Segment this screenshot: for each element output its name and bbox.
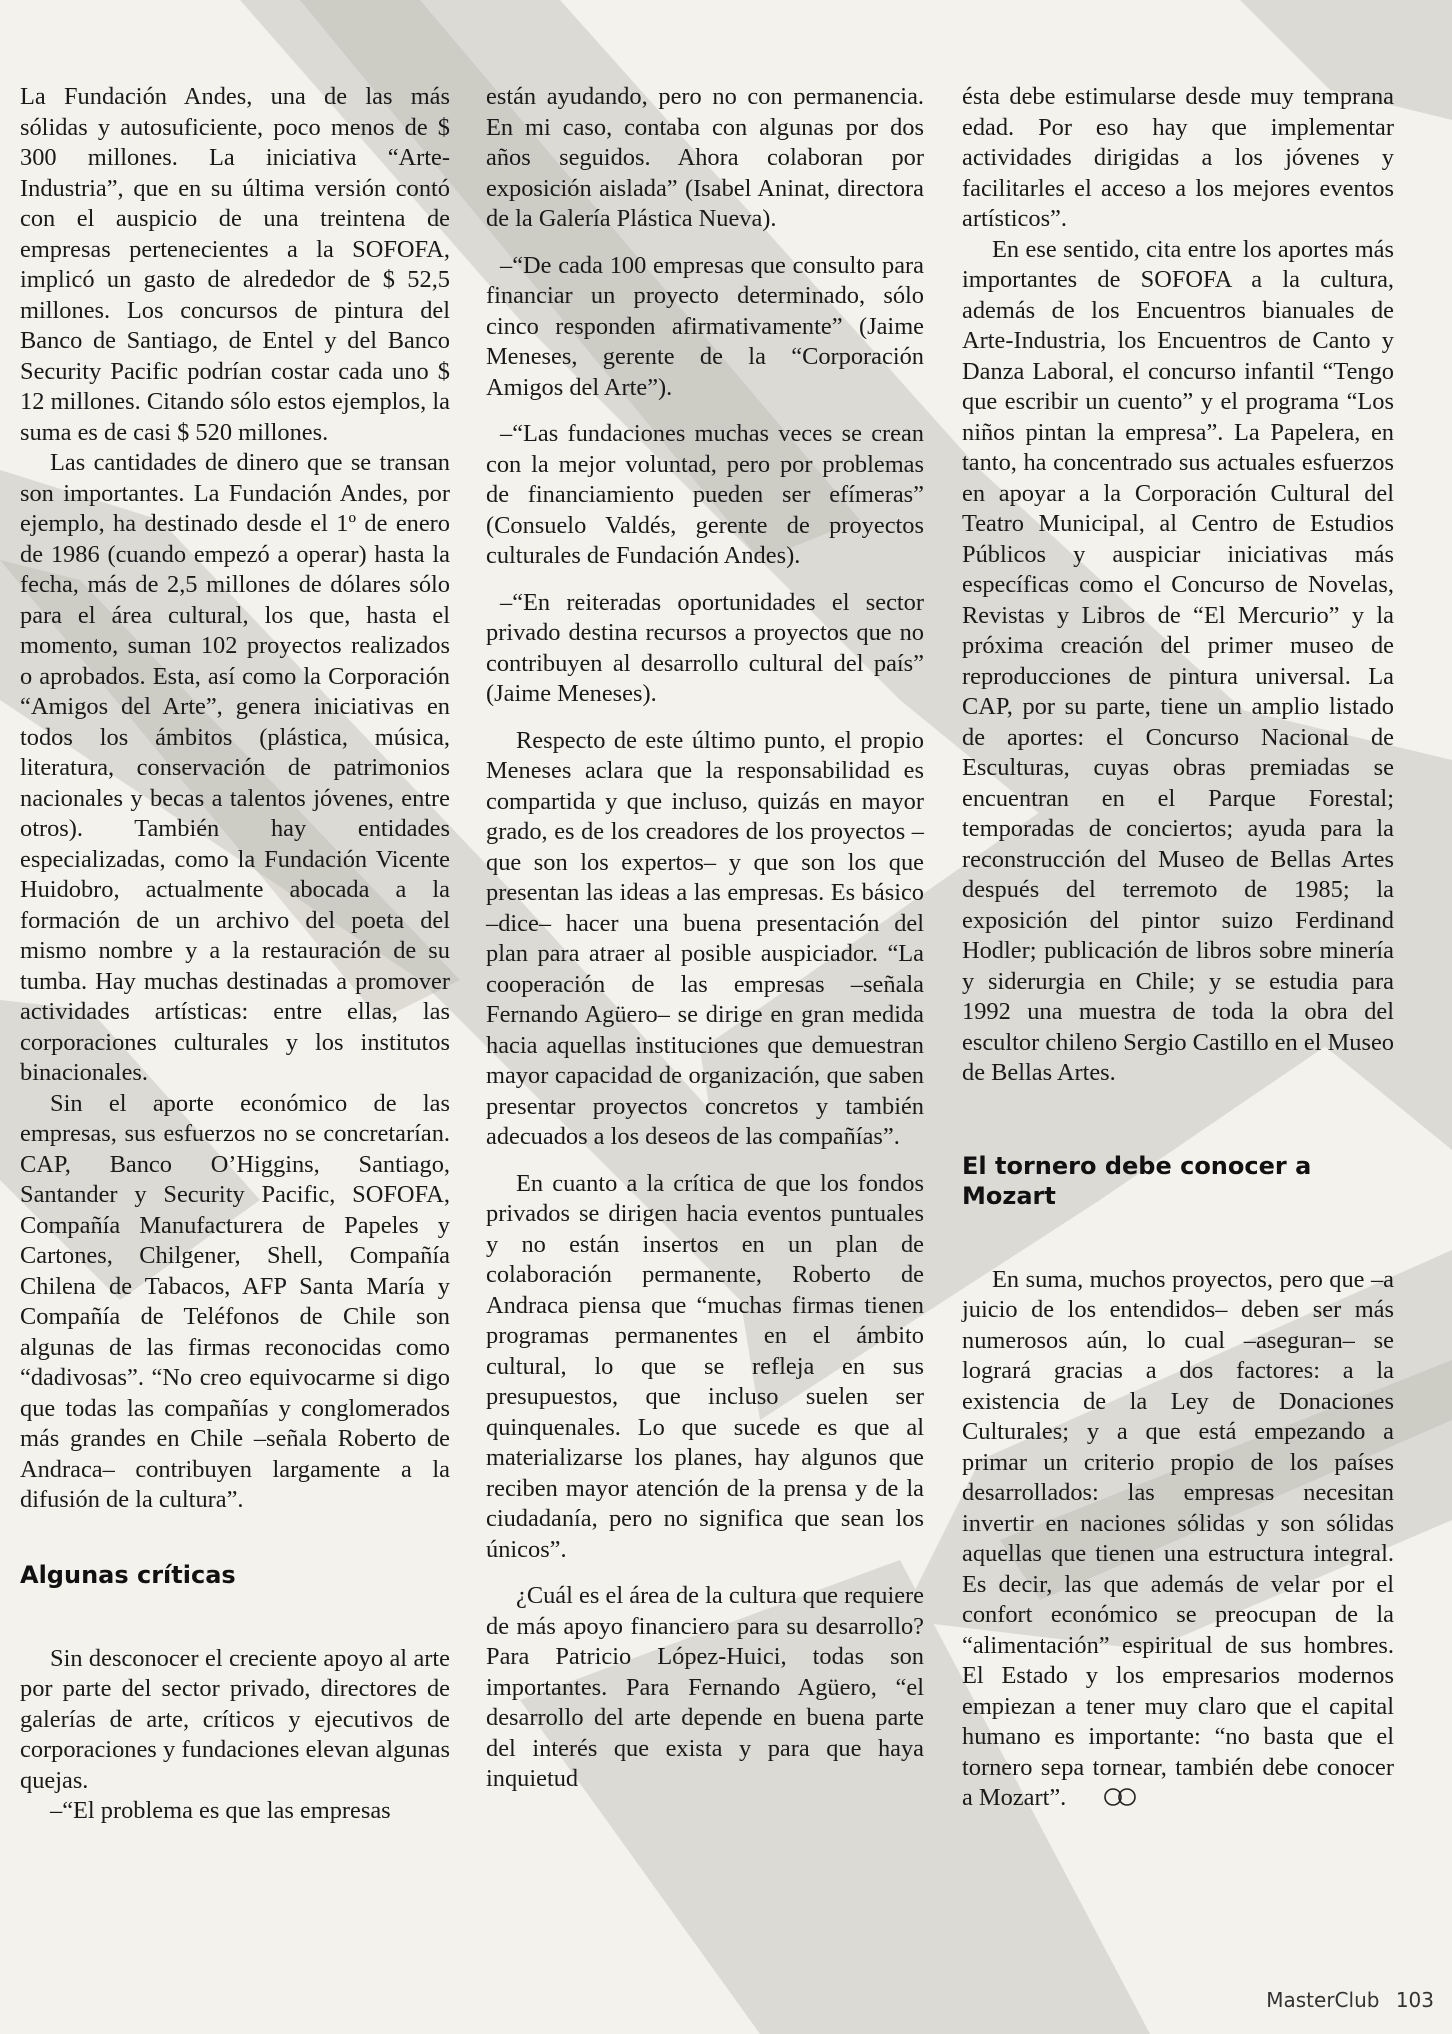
magazine-name: MasterClub [1266,1988,1380,2012]
article-paragraph: En suma, muchos proyectos, pero que –a juicio de los entendidos– deben ser más numerosos aún, lo cual –aseguran– se logrará gracias a dos factores: a la existencia de la Ley de Donaciones Culturales; y a que está empezando a primar un criterio propio de los países desarrollados: las empresas necesitan invertir en naciones sólidas y son sólidas aquellas que tienen una estructura integral. Es decir, las que además de velar por el confort económico se preocupan de la “alimentación” espiritual de sus hombres. El Estado y los empresarios modernos empiezan a tener muy claro que el capital humano es importante: “no basta que el tornero sepa tornear, también debe conocer a Mozart”. [962,1265,1394,1811]
article-paragraph: ¿Cuál es el área de la cultura que requiere de más apoyo financiero para su desarrollo? Para Patricio López-Huici, todas son importantes. Para Fernando Agüero, “el desarrollo del arte depende en buena parte del interés que exista y para que haya inquietud [486,1582,924,1792]
article-paragraph: En cuanto a la crítica de que los fondos privados se dirigen hacia eventos puntuales y no están insertos en un plan de colaboración permanente, Roberto de Andraca piensa que “muchas firmas tienen programas permanentes en el ámbito cultural, lo que se refleja en sus presupuestos, que incluso suelen ser quinquenales. Lo que sucede es que al materializarse los planes, hay algunos que reciben mayor atención de la prensa y de la ciudadanía, pero no significa que sean los únicos”. [486,1169,924,1563]
column-3 [962,82,1394,1814]
article-paragraph: –“En reiteradas oportunidades el sector privado destina recursos a proyectos que no contribuyen al desarrollo cultural del país” (Jaime Meneses). [486,588,924,707]
section-heading: El tornero debe conocer a Mozart [962,1151,1312,1210]
article-paragraph: –“Las fundaciones muchas veces se crean con la mejor voluntad, pero por problemas de financiamiento pueden ser efímeras” (Consuelo Valdés, gerente de proyectos culturales de Fundación Andes). [486,420,924,569]
page-number: 103 [1395,1988,1434,2012]
article-paragraph: ésta debe estimularse desde muy temprana edad. Por eso hay que implementar actividades dirigidas a los jóvenes y facilitarles el acceso a los mejores eventos artísticos”. [962,83,1394,232]
article-paragraph: La Fundación Andes, una de las más sólidas y autosuficiente, poco menos de $ 300 millones. La iniciativa “Arte-Industria”, que en su última versión contó con el auspicio de una treintena de empresas pertenecientes a la SOFOFA, implicó un gasto de alrededor de $ 52,5 millones. Los concursos de pintura del Banco de Santiago, de Entel y del Banco Security Pacific podrían costar cada uno $ 12 millones. Citando sólo estos ejemplos, la suma es de casi $ 520 millones. [20,83,450,446]
article-paragraph: En ese sentido, cita entre los aportes más importantes de SOFOFA a la cultura, además de los Encuentros bianuales de Arte-Industria, los Encuentros de Canto y Danza Laboral, el concurso infantil “Tengo que escribir un cuento” y el programa “Los niños pintan la empresa”. La Papelera, en tanto, ha concentrado sus actuales esfuerzos en apoyar a la Corporación Cultural del Teatro Municipal, al Centro de Estudios Públicos y auspiciar iniciativas más específicas como el Concurso de Novelas, Revistas y Libros de “El Mercurio” y la próxima creación del primer museo de reproducciones de pintura universal. La CAP, por su parte, tiene un amplio listado de aportes: el Concurso Nacional de Esculturas, cuyas obras premiadas se encuentran en el Parque Forestal; temporadas de conciertos; ayuda para la reconstrucción del Museo de Bellas Artes después del terremoto de 1985; la exposición del pintor suizo Ferdinand Hodler; publicación de libros sobre minería y siderurgia en Chile; y se estudia para 1992 una muestra de toda la obra del escultor chileno Sergio Castillo en el Museo de Bellas Artes. [962,235,1394,1086]
article-paragraph: –“De cada 100 empresas que consulto para financiar un proyecto determinado, sólo cinco responden afirmativamente” (Jaime Meneses, gerente de la “Corporación Amigos del Arte”). [486,251,924,401]
article-paragraph: –“El problema es que las empresas [50,1797,391,1824]
column-1 [20,82,450,1827]
page-footer [1266,1988,1434,2012]
end-of-article-icon [1070,1785,1110,1805]
article-paragraph: Sin desconocer el creciente apoyo al arte por parte del sector privado, directores de galerías de arte, críticos y ejecutivos de corporaciones y fundaciones elevan algunas quejas. [20,1644,450,1794]
section-heading: Algunas críticas [20,1560,236,1589]
article-paragraph: Respecto de este último punto, el propio Meneses aclara que la responsabilidad es compartida y que incluso, quizás en mayor grado, es de los creadores de los proyectos –que son los expertos– y que son los que presentan las ideas a las empresas. Es básico –dice– hacer una buena presentación del plan para atraer al posible auspiciador. “La cooperación de las empresas –señala Fernando Agüero– se dirige en gran medida hacia aquellas instituciones que demuestran mayor capacidad de organización, que saben presentar proyectos concretos y también adecuados a los deseos de las compañías”. [486,726,924,1150]
article-paragraph: Las cantidades de dinero que se transan son importantes. La Fundación Andes, por ejemplo, ha destinado desde el 1º de enero de 1986 (cuando empezó a operar) hasta la fecha, más de 2,5 millones de dólares sólo para el área cultural, los que, hasta el momento, suman 102 proyectos realizados o aprobados. Esta, así como la Corporación “Amigos del Arte”, genera iniciativas en todos los ámbitos (plástica, música, literatura, conservación de patrimonios nacionales y becas a talentos jóvenes, entre otros). También hay entidades especializadas, como la Fundación Vicente Huidobro, actualmente abocada a la formación de un archivo del poeta del mismo nombre y a la restauración de su tumba. Hay muchas destinadas a promover actividades artísticas: entre ellas, las corporaciones culturales y los institutos binacionales. [20,449,450,1086]
column-2 [486,82,924,1795]
article-paragraph: Sin el aporte económico de las empresas, sus esfuerzos no se concretarían. CAP, Banco O’Higgins, Santiago, Santander y Security Pacific, SOFOFA, Compañía Manufacturera de Papeles y Cartones, Chilgener, Shell, Compañía Chilena de Tabacos, AFP Santa María y Compañía de Teléfonos de Chile son algunas de las firmas reconocidas como “dadivosas”. “No creo equivocarme si digo que todas las compañías y conglomerados más grandes en Chile –señala Roberto de Andraca– contribuyen largamente a la difusión de la cultura”. [20,1089,450,1513]
article-paragraph: están ayudando, pero no con permanencia. En mi caso, contaba con algunas por dos años seguidos. Ahora colaboran por exposición aislada” (Isabel Aninat, directora de la Galería Plástica Nueva). [486,83,924,232]
